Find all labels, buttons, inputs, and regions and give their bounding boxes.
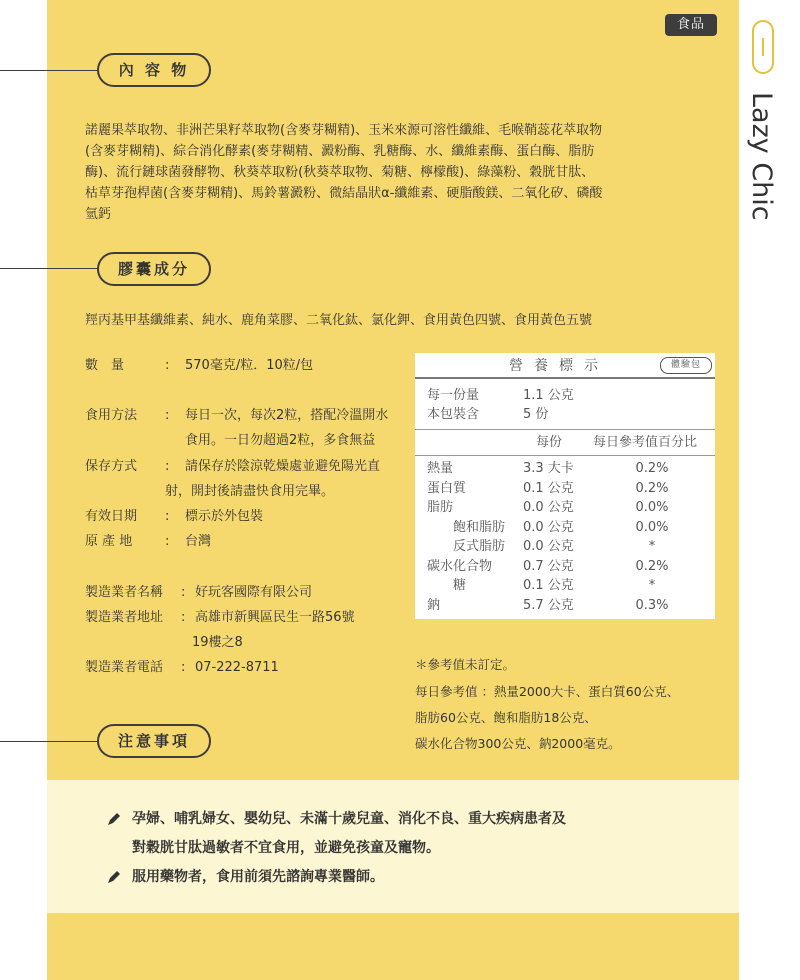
info-maker-address	[85, 607, 355, 628]
brand-logo-icon	[752, 20, 774, 74]
nutrient-value: 0.0 公克	[523, 500, 574, 515]
section-line-caution	[0, 741, 100, 742]
info-label: 食用方法	[85, 408, 138, 423]
warning-item-cont: 對穀胱甘肽過敏者不宜食用，並避免孩童及寵物。	[132, 840, 440, 856]
nutrient-value: 3.3 大卡	[523, 461, 574, 476]
info-colon: :	[181, 585, 186, 600]
servings-label: 本包裝含	[427, 407, 480, 422]
nutrient-name: 飽和脂肪	[453, 519, 506, 535]
contents-text	[85, 120, 705, 225]
nutrient-name: 熱量	[427, 461, 454, 476]
section-line-capsule	[0, 268, 100, 269]
pencil-bullet-icon	[107, 870, 121, 884]
contents-line: (含麥芽糊精)、綜合消化酵素(麥芽糊精、澱粉酶、乳糖酶、水、纖維素酶、蛋白酶、脂肪	[85, 144, 595, 159]
contents-line: 諾麗果萃取物、非洲芒果籽萃取物(含麥芽糊精)、玉米來源可溶性纖維、毛喉鞘蕊花萃取物	[85, 123, 603, 138]
section-line-contents	[0, 70, 100, 71]
nutrient-name: 碳水化合物	[427, 558, 493, 574]
col-daily-value: 每日參考值百分比	[593, 435, 698, 450]
info-value: 07-222-8711	[195, 660, 279, 675]
dv-note: ＊參考值未訂定。	[415, 657, 516, 672]
info-label: 數 量	[85, 358, 125, 373]
servings-value: 5 份	[523, 407, 549, 422]
info-value: 標示於外包裝	[185, 509, 264, 524]
nutrient-value: 0.7 公克	[523, 558, 574, 574]
nutrient-dv: 0.0%	[635, 519, 669, 535]
contents-line: 枯草芽孢桿菌(含麥芽糊精)、馬鈴薯澱粉、微結晶狀α-纖維素、硬脂酸鎂、二氧化矽、磷酸	[85, 186, 603, 201]
dv-line: 每日參考值 ：熱量2000大卡、蛋白質60公克、	[415, 684, 680, 699]
info-maker-name	[85, 582, 312, 603]
nutrition-title: 營養標示	[509, 358, 609, 374]
info-colon: :	[165, 509, 170, 524]
section-title-capsule: 膠囊成分	[97, 252, 211, 286]
info-label: 有效日期	[85, 509, 138, 524]
info-label: 製造業者地址	[85, 610, 164, 625]
info-quantity	[85, 355, 313, 376]
food-tag: 食品	[665, 14, 717, 36]
table-rule	[415, 455, 715, 456]
nutrient-value: 5.7 公克	[523, 597, 574, 613]
info-colon: :	[181, 610, 186, 625]
nutrition-table	[415, 353, 715, 619]
info-label: 製造業者名稱	[85, 585, 164, 600]
capsule-text: 羥丙基甲基纖維素、純水、鹿角菜膠、二氧化鈦、氯化鉀、食用黃色四號、食用黃色五號	[85, 313, 593, 328]
section-title-contents: 內 容 物	[97, 53, 211, 87]
info-colon: :	[165, 358, 170, 373]
info-value: 570毫克/粒．10粒/包	[185, 358, 314, 373]
info-expiry	[85, 506, 263, 527]
dv-line: 碳水化合物300公克、鈉2000毫克。	[415, 736, 621, 751]
info-value: 每日一次，每次2粒，搭配冷溫開水	[185, 408, 389, 423]
info-usage-cont: 食用。一日勿超過2粒，多食無益	[185, 433, 376, 448]
info-colon: :	[165, 534, 170, 549]
info-storage-cont: 射，開封後請盡快食用完畢。	[165, 484, 335, 499]
warning-item: 孕婦、哺乳婦女、嬰幼兒、未滿十歲兒童、消化不良、重大疾病患者及	[132, 811, 566, 827]
info-label: 製造業者電話	[85, 660, 164, 675]
col-per-serving: 每份	[536, 435, 563, 450]
nutrient-value: 0.0 公克	[523, 539, 574, 554]
contents-line: 酶)、流行鏈球菌發酵物、秋葵萃取粉(秋葵萃取物、菊糖、檸檬酸)、綠藻粉、穀胱甘肽、	[85, 165, 595, 180]
info-colon: :	[165, 408, 170, 423]
nutrient-name: 反式脂肪	[453, 539, 506, 554]
nutrient-dv: 0.2%	[635, 461, 669, 476]
serving-value: 1.1 公克	[523, 388, 574, 403]
nutrient-dv: 0.2%	[635, 558, 669, 574]
nutrient-dv: *	[648, 539, 656, 554]
pencil-bullet-icon	[107, 812, 121, 826]
info-value: 高雄市新興區民生一路56號	[195, 610, 355, 625]
warning-item: 服用藥物者，食用前須先諮詢專業醫師。	[132, 869, 384, 885]
info-value: 台灣	[185, 534, 212, 549]
trial-pack-badge: 體驗包	[660, 357, 712, 374]
info-value: 好玩客國際有限公司	[195, 585, 313, 600]
info-colon: :	[165, 459, 170, 474]
info-storage	[85, 456, 380, 477]
info-value: 請保存於陰涼乾燥處並避免陽光直	[185, 459, 381, 474]
info-colon: :	[181, 660, 186, 675]
nutrient-name: 脂肪	[427, 500, 454, 515]
nutrient-dv: *	[648, 578, 656, 593]
nutrient-dv: 0.0%	[635, 500, 669, 515]
info-origin	[85, 531, 211, 552]
nutrition-header	[415, 353, 715, 376]
info-usage	[85, 405, 388, 426]
table-rule	[415, 377, 715, 379]
nutrient-value: 0.0 公克	[523, 519, 574, 535]
brand-text: Lazy Chic	[746, 92, 777, 221]
nutrient-name: 蛋白質	[427, 480, 467, 496]
info-label: 原 產 地	[85, 534, 133, 549]
brand-name	[737, 90, 787, 250]
nutrient-value: 0.1 公克	[523, 480, 574, 496]
info-maker-phone	[85, 657, 279, 678]
serving-label: 每一份量	[427, 388, 480, 403]
nutrient-dv: 0.3%	[635, 597, 669, 613]
section-title-caution: 注意事項	[97, 724, 211, 758]
info-label: 保存方式	[85, 459, 138, 474]
nutrient-name: 鈉	[427, 597, 441, 613]
table-rule	[415, 429, 715, 430]
contents-line: 氫鈣	[85, 207, 112, 222]
info-maker-address-cont: 19樓之8	[192, 635, 243, 650]
dv-line: 脂肪60公克、飽和脂肪18公克、	[415, 710, 597, 725]
nutrient-name: 糖	[453, 578, 467, 593]
nutrient-value: 0.1 公克	[523, 578, 574, 593]
nutrient-dv: 0.2%	[635, 480, 669, 496]
